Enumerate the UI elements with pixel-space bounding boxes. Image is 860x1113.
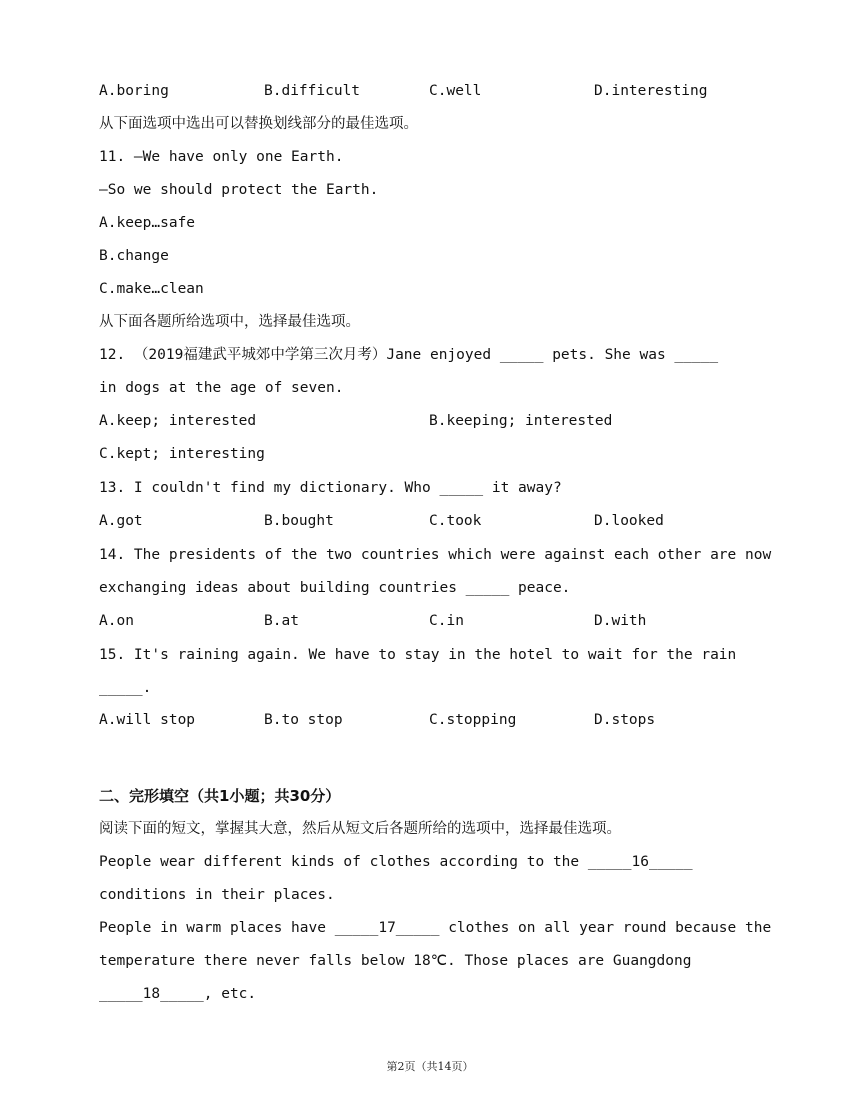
q13-option-c: C.took xyxy=(429,513,482,529)
q13-line-1: 13. I couldn't find my dictionary. Who _____ it away? xyxy=(99,480,562,496)
q14-option-c: C.in xyxy=(429,613,464,629)
q12-option-c: C.kept; interesting xyxy=(99,446,265,462)
q10-option-b: B.difficult xyxy=(264,83,361,99)
q12-option-b: B.keeping; interested xyxy=(429,413,613,429)
q15-option-a: A.will stop xyxy=(99,712,196,728)
passage-line-4: temperature there never falls below 18℃. Those places are Guangdong xyxy=(99,953,692,969)
q11-option-c: C.make…clean xyxy=(99,281,204,297)
passage-line-3: People in warm places have _____17_____ clothes on all year round because the xyxy=(99,920,772,936)
q11-option-a: A.keep…safe xyxy=(99,215,196,231)
q12-line-1: 12. （2019福建武平城郊中学第三次月考）Jane enjoyed _____ pets. She was _____ xyxy=(99,347,719,363)
q15-line-1: 15. It's raining again. We have to stay in the hotel to wait for the rain xyxy=(99,647,737,663)
q13-option-b: B.bought xyxy=(264,513,334,529)
q15-option-c: C.stopping xyxy=(429,712,517,728)
q15-option-b: B.to stop xyxy=(264,712,343,728)
q14-option-b: B.at xyxy=(264,613,299,629)
q10-option-a: A.boring xyxy=(99,83,169,99)
instruction-replace: 从下面选项中选出可以替换划线部分的最佳选项。 xyxy=(99,116,418,132)
passage-line-2: conditions in their places. xyxy=(99,887,335,903)
q15-line-2: _____. xyxy=(99,680,152,696)
q12-line-2: in dogs at the age of seven. xyxy=(99,380,344,396)
q11-line-2: —So we should protect the Earth. xyxy=(99,182,379,198)
q14-line-2: exchanging ideas about building countries _____ peace. xyxy=(99,580,571,596)
page-footer: 第2页（共14页） xyxy=(386,1060,474,1073)
q13-option-a: A.got xyxy=(99,513,143,529)
q10-option-c: C.well xyxy=(429,83,482,99)
q14-line-1: 14. The presidents of the two countries which were against each other are now xyxy=(99,547,772,563)
q12-option-a: A.keep; interested xyxy=(99,413,257,429)
section-instruction: 阅读下面的短文，掌握其大意，然后从短文后各题所给的选项中，选择最佳选项。 xyxy=(99,821,621,837)
passage-line-5: _____18_____, etc. xyxy=(99,986,257,1002)
q15-option-d: D.stops xyxy=(594,712,656,728)
instruction-choose: 从下面各题所给选项中，选择最佳选项。 xyxy=(99,314,360,330)
q10-option-d: D.interesting xyxy=(594,83,708,99)
q11-option-b: B.change xyxy=(99,248,169,264)
q13-option-d: D.looked xyxy=(594,513,664,529)
passage-line-1: People wear different kinds of clothes according to the _____16_____ xyxy=(99,854,693,870)
q11-line-1: 11. —We have only one Earth. xyxy=(99,149,344,165)
q14-option-a: A.on xyxy=(99,613,134,629)
q14-option-d: D.with xyxy=(594,613,647,629)
section-heading: 二、完形填空（共1小题；共30分） xyxy=(99,787,341,805)
